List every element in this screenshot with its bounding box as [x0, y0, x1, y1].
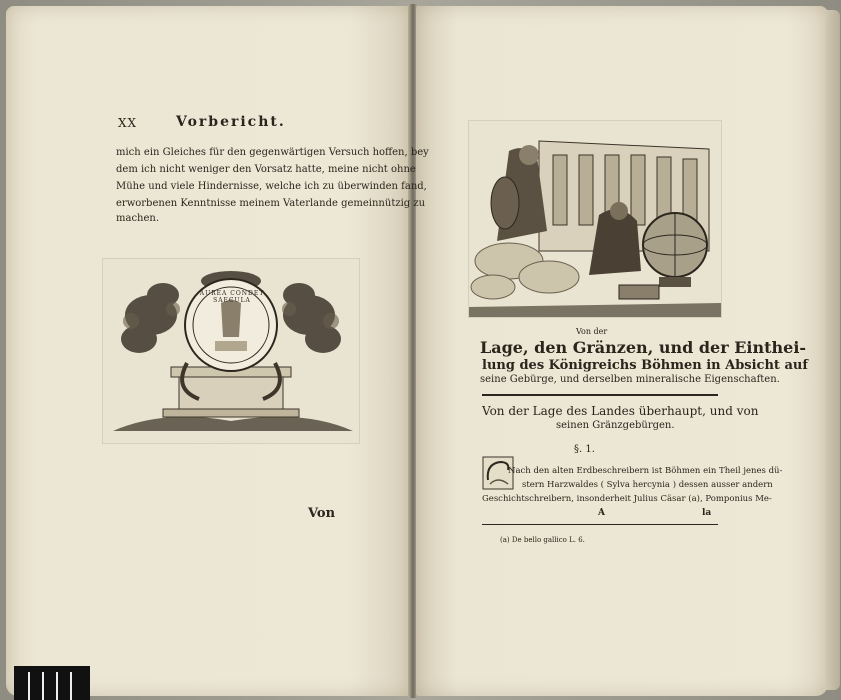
- body-line: mich ein Gleiches für den gegenwärtigen Versuch hoffen, bey: [116, 147, 429, 158]
- left-page-header: [118, 116, 318, 136]
- allegory-vignette: [468, 120, 722, 318]
- footnote-rule: [482, 524, 718, 525]
- medallion-vignette: [102, 258, 360, 444]
- chapter-title-line: Lage, den Gränzen, und der Einthei-: [480, 338, 807, 357]
- section-title-line: Von der Lage des Landes überhaupt, und von: [482, 404, 759, 418]
- body-line: dem ich nicht weniger den Vorsatz hatte, meine nicht ohne: [116, 164, 416, 175]
- text-line: Nach den alten Erdbeschreibern ist Böhmen ein Theil jenes dü-: [508, 466, 783, 476]
- chapter-prefix: Von der: [576, 327, 608, 336]
- catchword-left: Von: [308, 506, 336, 521]
- paragraph-mark: §. 1.: [574, 444, 595, 455]
- section-title-line: seinen Gränzgebürgen.: [556, 420, 675, 431]
- chapter-title-line: seine Gebürge, und derselben mineralische Eigenschaften.: [480, 374, 780, 385]
- title-rule: [482, 394, 718, 396]
- footnote: (a) De bello gallico L. 6.: [500, 536, 585, 544]
- signature-mark: A: [598, 508, 605, 518]
- body-line: machen.: [116, 213, 160, 224]
- allegory-engraving: [469, 121, 721, 317]
- text-line: stern Harzwaldes ( Sylva hercynia ) dessen ausser andern: [522, 480, 773, 490]
- text-line: Geschichtschreibern, insonderheit Julius Cäsar (a), Pomponius Me-: [482, 494, 772, 504]
- running-title: Vorbericht.: [176, 114, 286, 130]
- body-line: erworbenen Kenntnisse meinem Vaterlande gemeinnützig zu: [116, 198, 426, 209]
- binder-clip: [14, 666, 90, 700]
- medal-inscription: AUREA CONDET SAECULA: [199, 290, 265, 304]
- chapter-title-line: lung des Königreichs Böhmen in Absicht auf: [482, 358, 808, 373]
- medallion-engraving: [103, 259, 359, 443]
- page-number: XX: [118, 116, 138, 130]
- body-line: Mühe und viele Hindernisse, welche ich zu überwinden fand,: [116, 181, 427, 192]
- catchword-right: la: [702, 508, 712, 518]
- page-edges: [826, 10, 840, 690]
